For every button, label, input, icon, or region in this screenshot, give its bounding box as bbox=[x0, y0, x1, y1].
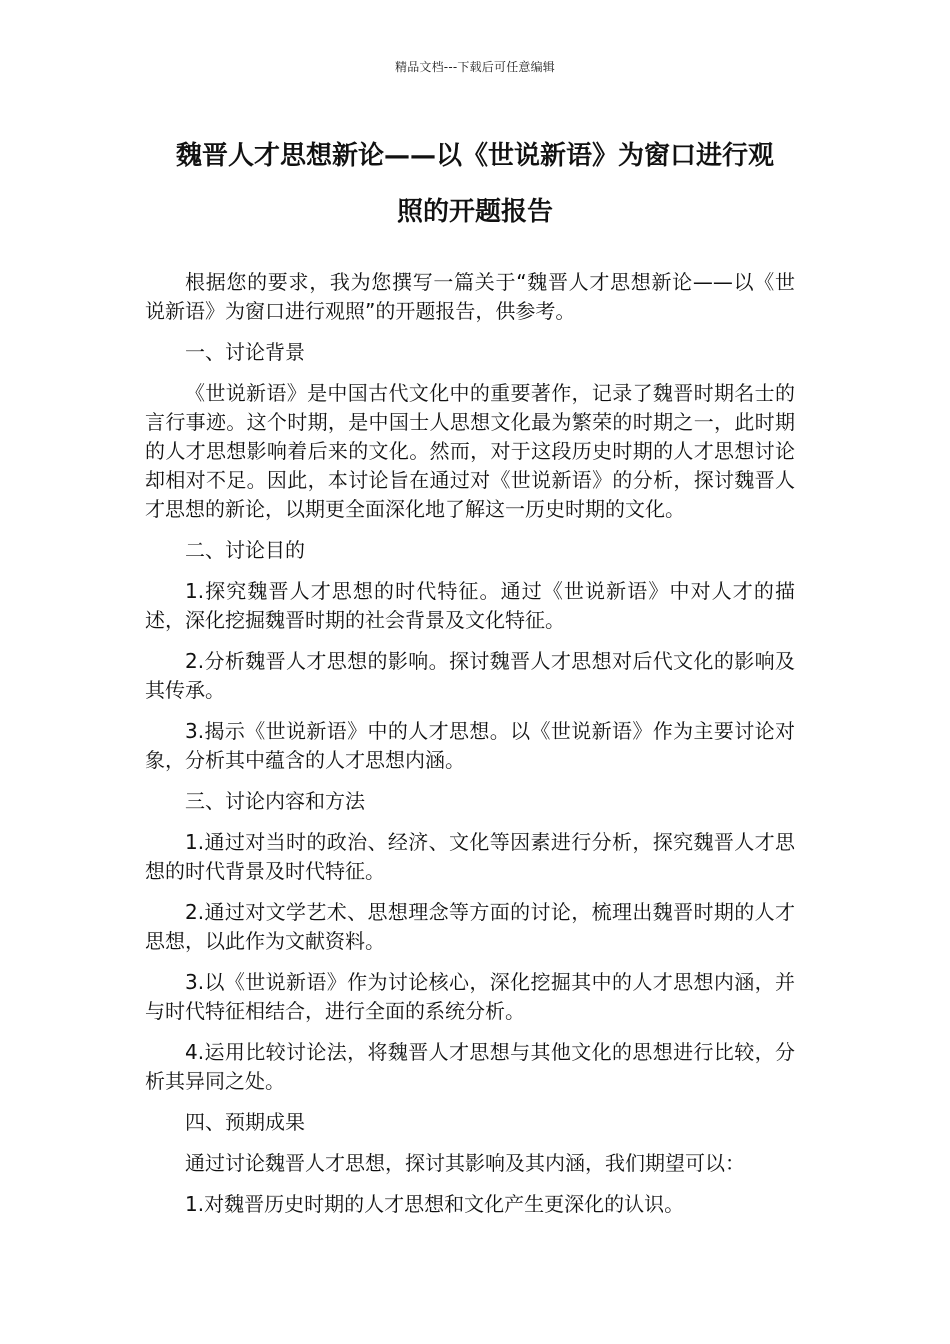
document-title bbox=[145, 128, 805, 240]
method-item: 3.以《世说新语》作为讨论核心，深化挖掘其中的人才思想内涵，并与时代特征相结合，进行全面的系统分析。 bbox=[145, 970, 795, 1023]
section-heading-background: 一、讨论背景 bbox=[185, 340, 305, 364]
title-line-2: 照的开题报告 bbox=[396, 197, 553, 227]
section-heading-purpose: 二、讨论目的 bbox=[185, 538, 305, 562]
section-heading-content-method: 三、讨论内容和方法 bbox=[185, 789, 365, 813]
section-heading-expected-results: 四、预期成果 bbox=[185, 1110, 305, 1134]
method-item: 4.运用比较讨论法，将魏晋人才思想与其他文化的思想进行比较，分析其异同之处。 bbox=[145, 1040, 795, 1093]
page-header: 精品文档---下载后可任意编辑 bbox=[395, 60, 555, 74]
purpose-item: 3.揭示《世说新语》中的人才思想。以《世说新语》作为主要讨论对象，分析其中蕴含的人才思想内涵。 bbox=[145, 719, 795, 772]
document-body bbox=[145, 268, 795, 1231]
expected-results-intro: 通过讨论魏晋人才思想，探讨其影响及其内涵，我们期望可以： bbox=[185, 1151, 745, 1175]
intro-paragraph: 根据您的要求，我为您撰写一篇关于“魏晋人才思想新论——以《世说新语》为窗口进行观照”的开题报告，供参考。 bbox=[145, 270, 795, 323]
purpose-item: 2.分析魏晋人才思想的影响。探讨魏晋人才思想对后代文化的影响及其传承。 bbox=[145, 649, 795, 702]
method-item: 2.通过对文学艺术、思想理念等方面的讨论，梳理出魏晋时期的人才思想，以此作为文献资料。 bbox=[145, 900, 795, 953]
title-line-1: 魏晋人才思想新论——以《世说新语》为窗口进行观 bbox=[175, 141, 774, 171]
background-paragraph: 《世说新语》是中国古代文化中的重要著作，记录了魏晋时期名士的言行事迹。这个时期，是中国士人思想文化最为繁荣的时期之一，此时期的人才思想影响着后来的文化。然而，对于这段历史时期的人才思想讨论却相对不足。因此，本讨论旨在通过对《世说新语》的分析，探讨魏晋人才思想的新论，以期更全面深化地了解这一历史时期的文化。 bbox=[145, 381, 795, 521]
purpose-item: 1.探究魏晋人才思想的时代特征。通过《世说新语》中对人才的描述，深化挖掘魏晋时期的社会背景及文化特征。 bbox=[145, 579, 795, 632]
expected-result-item: 1.对魏晋历史时期的人才思想和文化产生更深化的认识。 bbox=[185, 1192, 685, 1216]
method-item: 1.通过对当时的政治、经济、文化等因素进行分析，探究魏晋人才思想的时代背景及时代特征。 bbox=[145, 830, 795, 883]
